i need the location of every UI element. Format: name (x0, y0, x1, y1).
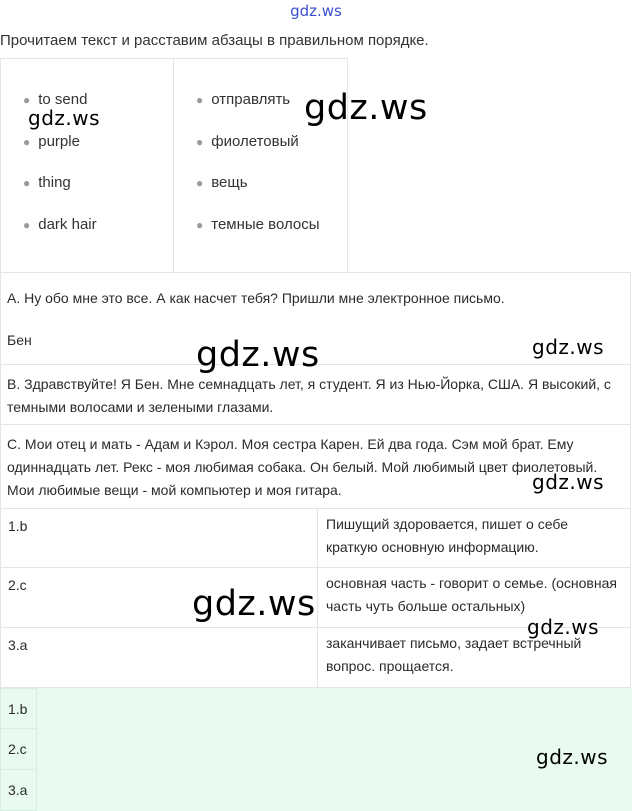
answer-number: 2.c (8, 577, 27, 593)
answer-description: Пишущий здоровается, пишет о себе краткую основную информацию. (317, 509, 631, 567)
answer-description: основная часть - говорит о семье. (основная часть чуть больше остальных) (317, 568, 631, 627)
vocab-item: ● отправлять (196, 91, 291, 108)
paragraph-c (0, 424, 631, 508)
watermark: gdz.ws (532, 335, 605, 359)
bullet-icon: ● (23, 93, 31, 107)
bullet-icon: ● (23, 135, 31, 149)
vocab-item: ● темные волосы (196, 216, 320, 233)
watermark: gdz.ws (304, 88, 428, 128)
watermark: gdz.ws (532, 470, 605, 494)
watermark: gdz.ws (196, 335, 320, 375)
answer-row (0, 508, 631, 568)
paragraph-c-text: С. Мои отец и мать - Адам и Кэрол. Моя сестра Карен. Ей два года. Сэм мой брат. Ему одиннадцать лет. Рекс - моя любимая собака. Он белый. Мой любимый цвет фиолетовый. Мои любимые вещи - мой компьютер и моя гитара. (7, 436, 598, 498)
vocab-item: ● фиолетовый (196, 133, 299, 150)
watermark: gdz.ws (28, 106, 101, 130)
final-order-item: 1.b (0, 688, 37, 729)
vocab-table (0, 58, 348, 272)
watermark: gdz.ws (527, 615, 600, 639)
paragraph-a-signature: Бен (7, 332, 32, 348)
final-order-item: 3.a (0, 770, 37, 811)
bullet-icon: ● (196, 93, 204, 107)
final-order-item: 2.c (0, 729, 37, 770)
vocab-item: ● purple (23, 133, 80, 150)
vocab-item: ● to send (23, 91, 88, 108)
answer-number: 3.a (8, 637, 28, 653)
watermark: gdz.ws (536, 745, 609, 769)
intro-text: Прочитаем текст и расставим абзацы в правильном порядке. (0, 32, 429, 49)
paragraph-b-text: В. Здравствуйте! Я Бен. Мне семнадцать лет, я студент. Я из Нью-Йорка, США. Я высокий, с темными волосами и зелеными глазами. (7, 376, 611, 415)
bullet-icon: ● (196, 176, 204, 190)
vocab-item: ● thing (23, 174, 71, 191)
vocab-item: ● dark hair (23, 216, 97, 233)
bullet-icon: ● (196, 135, 204, 149)
bullet-icon: ● (23, 218, 31, 232)
vocab-item: ● вещь (196, 174, 248, 191)
answer-number: 1.b (8, 518, 28, 534)
bullet-icon: ● (23, 176, 31, 190)
paragraph-a-text: А. Ну обо мне это все. А как насчет тебя? Пришли мне электронное письмо. (7, 290, 505, 306)
watermark: gdz.ws (192, 584, 316, 624)
answer-description: заканчивает письмо, задает встречный вопрос. прощается. (317, 628, 631, 687)
bullet-icon: ● (196, 218, 204, 232)
watermark-top: gdz.ws (290, 2, 342, 20)
vocab-english-column (0, 58, 174, 272)
